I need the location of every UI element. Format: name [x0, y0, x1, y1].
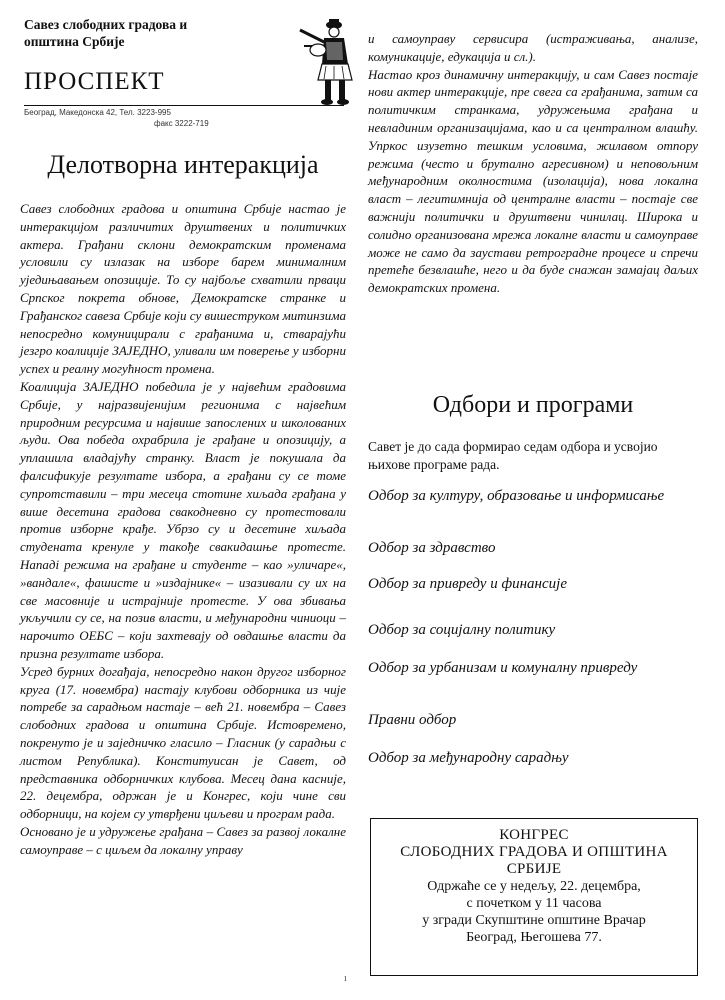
congress-date: Одржаће се у недељу, 22. децембра, — [427, 879, 641, 894]
article-paragraph: Основано је и удружење грађана – Савез за развој локалне самоуправе – с циљем да локалну управу — [20, 823, 346, 857]
congress-announcement-box — [370, 818, 698, 976]
committee-item: Одбор за урбанизам и комуналну привреду — [368, 660, 638, 676]
congress-subtitle-2: СРБИЈЕ — [506, 861, 562, 877]
article-body — [20, 200, 346, 858]
committees-intro: Савет је до сада формирао седам одбора и усвојио њихове програме рада. — [368, 439, 658, 472]
bagpiper-figure-icon — [294, 16, 356, 106]
congress-title: КОНГРЕС — [499, 827, 569, 843]
article-paragraph: Настао кроз динамичну интеракцију, и сам Савез постаје нови актер интеракције, пре свега са грађанима, затим са политичким странкама, удружењима грађана и невладиним организацијама, као и са централном влашћу. Упркос изузетно тешким условима, жилавом отпору режима (често и брутално агресивном) и неповољним међународним околностима (изолација), нова локална власт – легитимнија од централне власти – постаје све важнији политички и друштвени чинилац. Широка и солидно организована мрежа локалне власти и самоуправе може не само да заустави ретроградне процесе и спречи претеће безвлашће, него и да буде снажан замајац даљих демократских промена. — [368, 66, 698, 296]
congress-subtitle: СЛОБОДНИХ ГРАДОВА И ОПШТИНА — [400, 844, 668, 860]
masthead — [24, 16, 354, 126]
article-title-interaction: Делотворна интеракција — [47, 150, 319, 179]
article-body-continued — [368, 30, 698, 297]
article-title-committees: Одбори и програми — [432, 392, 634, 418]
article-paragraph: Савез слободних градова и општина Србије настао је интеракцијом различитих друштвених и политичких актера. Грађани склони демократским променама условили су излазак на изборе барем минималним уједињавањем опозиције. То су најбоље схватили прваци Српског покрета обнове, Демократске странке и Грађанског савеза Србије који су вишеструком митинзима непосредно комуницирали с грађанима и, стварајући језгро коалиције ЗАЈЕДНО, уливали им поверење у изборни успех и реалну могућност промена. — [20, 201, 346, 377]
committee-item: Одбор за културу, образовање и информисање — [368, 488, 665, 504]
fax-number: факс 3222-719 — [154, 119, 209, 128]
committee-item: Одбор за здравство — [368, 540, 496, 556]
committee-item: Одбор за међународну сарадњу — [368, 750, 569, 766]
article-paragraph: и самоуправу сервисира (истраживања, анализе, комуникације, едукација и сл.). — [368, 31, 698, 64]
congress-venue: у згради Скупштине општине Врачар — [422, 913, 646, 928]
congress-time: с почетком у 11 часова — [466, 896, 602, 911]
committee-item: Одбор за социјалну политику — [368, 622, 556, 638]
left-column — [20, 150, 346, 858]
organization-name-line1: Савез слободних градова и — [24, 17, 188, 32]
article-paragraph: Усред бурних догађаја, непосредно након другог изборног круга (17. новембра) настају клубови одборника из чије потребе за сарадњом настаје – већ 21. новембра – Савез слободних градова и општина Србије. Истовремено, покренуто је и заједничко гласило – Гласник (у сарадњи с листом Република). Конституисан је Савет, од представника одборничких клубова. Месец дана касније, 22. децембра, одржан је и Конгрес, који чине сви одборници, на којем су утврђени циљеви и програм рада. — [20, 663, 346, 822]
page-number: ı — [344, 973, 347, 984]
congress-address: Београд, Његошева 77. — [466, 930, 602, 945]
committee-item: Правни одбор — [368, 712, 457, 728]
contact-info — [24, 107, 209, 129]
right-column — [368, 30, 698, 297]
address-phone: Београд, Македонска 42, Тел. 3223-995 — [24, 108, 171, 117]
committee-item: Одбор за привреду и финансије — [368, 576, 567, 592]
organization-name-line2: општина Србије — [24, 34, 125, 49]
article-paragraph: Коалиција ЗАЈЕДНО победила је у највећим градовима Србије, у најразвијенијим регионима с највећим природним ресурсима и највише запослених и школованих људи. Ова победа охрабрила је грађане и опозицију, а уплашила владајућу странку. Власт је покушала да фалсификује резултате избора, а грађани су се томе супротставили – три месеца стотине хиљада грађана у више десетина градова свакодневно су протестовали против изборне крађе. Убрзо су и десетине хиљада студената кренуле у такође свакидашње протесте. Нападі режима на грађане и студенте – као »уличаре«, »вандале«, фашисте и »издајнике« – изазивали су их на све масовније и истрајније протесте. У ова збивања укључили су се, на позив власти, и међународни чиниоци – нарочито ОЕБС – који захтевају од овдашње власти да призна резултате избора. — [20, 378, 346, 661]
brand-title: ПРОСПЕКТ — [24, 68, 165, 95]
